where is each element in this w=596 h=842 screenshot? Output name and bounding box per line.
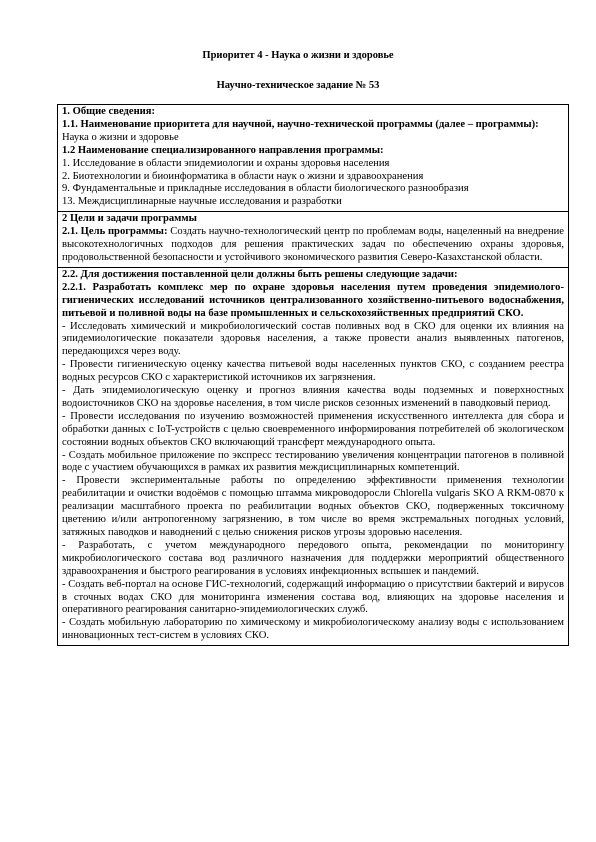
task-title: Научно-техническое задание № 53 bbox=[216, 80, 380, 91]
tasks-cell bbox=[58, 267, 569, 645]
goals-row bbox=[58, 212, 569, 268]
priority-name-heading: 1.1. Наименование приоритета для научной, научно-технической программы (далее – программы): bbox=[62, 118, 539, 130]
section-1-heading: 1. Общие сведения: bbox=[62, 106, 156, 117]
task-item-text: Дать эпидемиологическую оценку и прогноз влияния качества воды подземных и поверхностных водоисточников СКО на здоровье населения, в том числе рисков сезонных изменений в паводковый период. bbox=[62, 385, 564, 409]
direction-item: 1. Исследование в области эпидемиологии и охраны здоровья населения bbox=[62, 157, 390, 169]
task-item bbox=[62, 540, 564, 579]
task-item bbox=[62, 450, 564, 476]
goals-cell bbox=[58, 212, 569, 268]
dash-marker: - bbox=[62, 449, 66, 461]
directions-heading: 1.2 Наименование специализированного направления программы: bbox=[62, 144, 384, 156]
priority-title: Приоритет 4 - Наука о жизни и здоровье bbox=[202, 50, 394, 61]
general-info-cell bbox=[58, 105, 569, 212]
task-item-text: Создать мобильную лабораторию по химическому и микробиологическому анализу воды с использованием инновационных тест-систем в условиях СКО. bbox=[62, 617, 564, 642]
general-info-row bbox=[58, 105, 569, 212]
task-item-text: Провести гигиеническую оценку качества питьевой воды населенных пунктов СКО, с созданием реестра водных ресурсов СКО с характеристикой источников их загрязнения. bbox=[62, 359, 564, 384]
task-item-text: Создать веб-портал на основе ГИС-технологий, содержащий информацию о присутствии бактерий и вирусов в сточных водах СКО для мониторинга изменения состава вод, влияющих на здоровье населения и оперативного реагирования санитарно-эпидемиологических служб. bbox=[62, 578, 564, 616]
task-item bbox=[62, 579, 564, 618]
task-item-text: Разработать, с учетом международного передового опыта, рекомендации по мониторингу микробиологического состава вод различного назначения для поддержки мероприятий общественного здравоохранения и быстрого реагирования в условиях инфекционных вспышек и пандемий. bbox=[62, 539, 564, 577]
dash-marker: - bbox=[62, 578, 66, 590]
task-item-text: Провести исследования по изучению возможностей применения искусственного интеллекта для сбора и обработки данных с IoT-устройств с целью своевременного информирования потребителей об экологическом состоянии водных объектов СКО включающий трансферт международного опыта. bbox=[62, 410, 564, 448]
task-item bbox=[62, 385, 564, 411]
direction-item: 2. Биотехнологии и биоинформатика в области наук о жизни и здравоохранения bbox=[62, 170, 424, 182]
task-item-text: Исследовать химический и микробиологический состав поливных вод в СКО для оценки их влияния на эпидемиологические показатели здоровья населения, а также провести анализ выявленных патогенов, передающихся через воду. bbox=[62, 320, 564, 358]
dash-marker: - bbox=[62, 410, 66, 422]
tasks-row bbox=[58, 267, 569, 645]
dash-marker: - bbox=[62, 617, 66, 629]
task-item-text: Провести экспериментальные работы по определению эффективности применения технологии реабилитации и очистки водоёмов с помощью штамма микроводоросли Chlorella vulgaris SKO A RKM-0870 к реализации масштабного проекта по реабилитации водных объектов СКО, подверженных токсичному цветению и/или антропогенному загрязнению, в том числе во время экстремальных погодных условий, затяжных паводков и наводнений с целью снижения рисков угрозы здоровью населения. bbox=[62, 475, 564, 538]
task-2-2-1-heading: 2.2.1. Разработать комплекс мер по охране здоровья населения путем проведения эпидемиолого-гигиенических исследований источников централизованного хозяйственно-питьевого водоснабжения, питьевой и поливной воды на базе промышленных и сельскохозяйственных предприятий СКО. bbox=[62, 281, 564, 319]
dash-marker: - bbox=[62, 539, 66, 551]
dash-marker: - bbox=[62, 385, 66, 397]
task-table bbox=[57, 104, 569, 646]
goal-paragraph bbox=[62, 226, 564, 265]
task-item bbox=[62, 475, 564, 540]
task-item bbox=[62, 617, 564, 643]
task-item bbox=[62, 411, 564, 450]
task-item bbox=[62, 321, 564, 360]
dash-marker: - bbox=[62, 359, 66, 371]
tasks-heading: 2.2. Для достижения поставленной цели должны быть решены следующие задачи: bbox=[62, 268, 458, 280]
task-item-text: Создать мобильное приложение по экспресс тестированию увеличения концентрации патогенов в поливной воде с участием обучающихся в рамках их развития междисциплинарных компетенций. bbox=[62, 449, 564, 474]
priority-name-value: Наука о жизни и здоровье bbox=[62, 131, 179, 143]
direction-item: 9. Фундаментальные и прикладные исследования в области биологического разнообразия bbox=[62, 183, 469, 195]
section-2-heading: 2 Цели и задачи программы bbox=[62, 213, 197, 225]
goal-label: 2.1. Цель программы: bbox=[62, 226, 168, 238]
goal-text: Создать научно-технологический центр по проблемам воды, нацеленный на внедрение высокотехнологичных подходов для решения практических задач по обеспечению охраны здоровья, продовольственной безопасности и устойчивого экономического развития Северо-Казахстанской области. bbox=[62, 226, 564, 263]
dash-marker: - bbox=[62, 320, 66, 332]
dash-marker: - bbox=[62, 475, 66, 487]
direction-item: 13. Междисциплинарные научные исследования и разработки bbox=[62, 196, 342, 208]
task-item bbox=[62, 359, 564, 385]
